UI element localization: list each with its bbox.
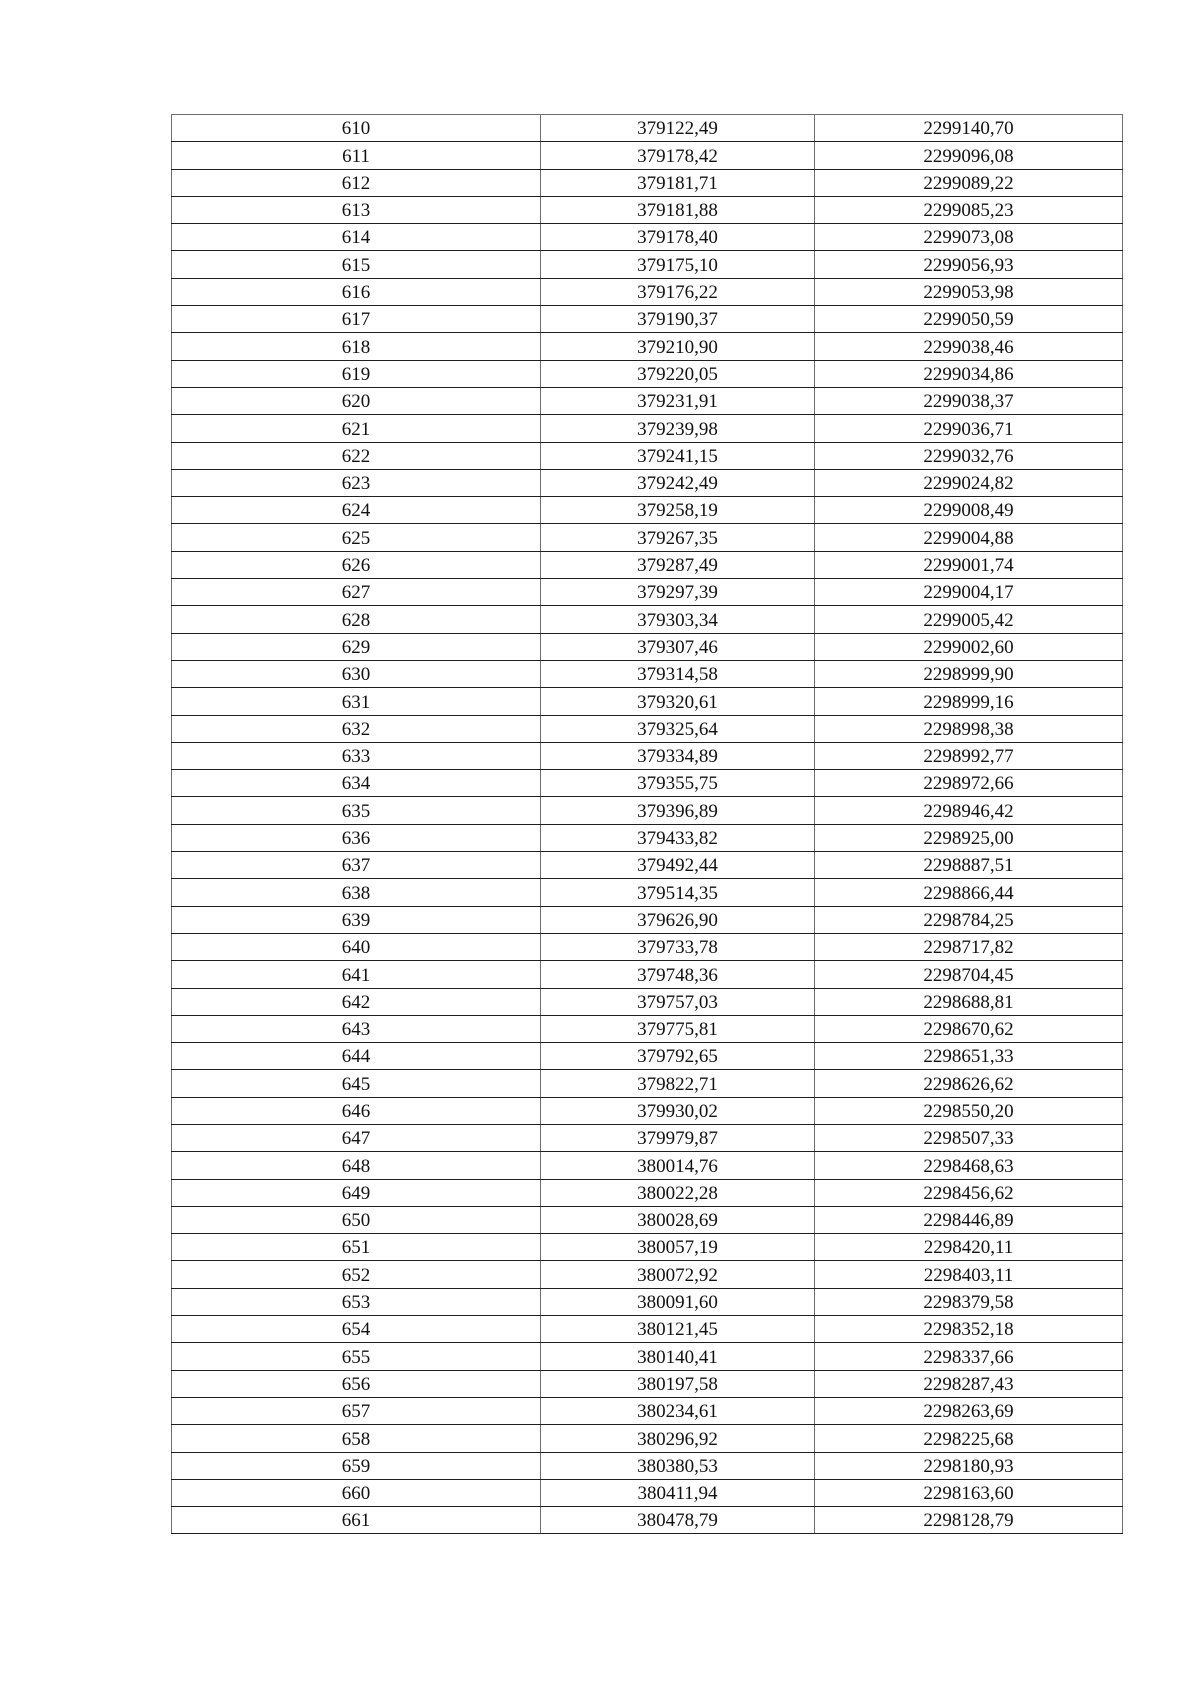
point-number-cell: 626 <box>172 551 541 578</box>
y-coordinate-cell: 2298688,81 <box>815 988 1123 1015</box>
x-coordinate-cell: 379355,75 <box>541 770 815 797</box>
y-coordinate-cell: 2299036,71 <box>815 415 1123 442</box>
point-number-cell: 648 <box>172 1152 541 1179</box>
y-coordinate-cell: 2298992,77 <box>815 742 1123 769</box>
point-number-cell: 660 <box>172 1479 541 1506</box>
table-row <box>172 1288 1123 1315</box>
table-row <box>172 360 1123 387</box>
x-coordinate-cell: 380028,69 <box>541 1206 815 1233</box>
table-row <box>172 497 1123 524</box>
x-coordinate-cell: 379178,42 <box>541 142 815 169</box>
table-row <box>172 879 1123 906</box>
point-number-cell: 637 <box>172 852 541 879</box>
x-coordinate-cell: 379314,58 <box>541 660 815 687</box>
table-row <box>172 988 1123 1015</box>
point-number-cell: 638 <box>172 879 541 906</box>
table-row <box>172 196 1123 223</box>
x-coordinate-cell: 379433,82 <box>541 824 815 851</box>
y-coordinate-cell: 2298550,20 <box>815 1097 1123 1124</box>
table-row <box>172 224 1123 251</box>
y-coordinate-cell: 2298998,38 <box>815 715 1123 742</box>
x-coordinate-cell: 379287,49 <box>541 551 815 578</box>
point-number-cell: 652 <box>172 1261 541 1288</box>
point-number-cell: 620 <box>172 387 541 414</box>
table-row <box>172 142 1123 169</box>
x-coordinate-cell: 379242,49 <box>541 469 815 496</box>
point-number-cell: 634 <box>172 770 541 797</box>
point-number-cell: 640 <box>172 933 541 960</box>
point-number-cell: 642 <box>172 988 541 1015</box>
coordinates-table-body <box>172 115 1123 1534</box>
y-coordinate-cell: 2298507,33 <box>815 1124 1123 1151</box>
point-number-cell: 661 <box>172 1507 541 1534</box>
x-coordinate-cell: 380478,79 <box>541 1507 815 1534</box>
x-coordinate-cell: 380014,76 <box>541 1152 815 1179</box>
x-coordinate-cell: 379757,03 <box>541 988 815 1015</box>
x-coordinate-cell: 379190,37 <box>541 306 815 333</box>
x-coordinate-cell: 379267,35 <box>541 524 815 551</box>
table-row <box>172 1507 1123 1534</box>
table-row <box>172 306 1123 333</box>
y-coordinate-cell: 2298626,62 <box>815 1070 1123 1097</box>
x-coordinate-cell: 379325,64 <box>541 715 815 742</box>
point-number-cell: 645 <box>172 1070 541 1097</box>
point-number-cell: 651 <box>172 1234 541 1261</box>
point-number-cell: 653 <box>172 1288 541 1315</box>
x-coordinate-cell: 380197,58 <box>541 1370 815 1397</box>
x-coordinate-cell: 379396,89 <box>541 797 815 824</box>
table-row <box>172 1179 1123 1206</box>
x-coordinate-cell: 379241,15 <box>541 442 815 469</box>
table-row <box>172 633 1123 660</box>
table-row <box>172 278 1123 305</box>
table-row <box>172 387 1123 414</box>
x-coordinate-cell: 379176,22 <box>541 278 815 305</box>
point-number-cell: 636 <box>172 824 541 851</box>
y-coordinate-cell: 2299053,98 <box>815 278 1123 305</box>
table-row <box>172 660 1123 687</box>
point-number-cell: 616 <box>172 278 541 305</box>
y-coordinate-cell: 2299073,08 <box>815 224 1123 251</box>
x-coordinate-cell: 379320,61 <box>541 688 815 715</box>
x-coordinate-cell: 379514,35 <box>541 879 815 906</box>
table-row <box>172 1124 1123 1151</box>
point-number-cell: 658 <box>172 1425 541 1452</box>
table-row <box>172 169 1123 196</box>
point-number-cell: 659 <box>172 1452 541 1479</box>
table-row <box>172 442 1123 469</box>
x-coordinate-cell: 380296,92 <box>541 1425 815 1452</box>
point-number-cell: 613 <box>172 196 541 223</box>
table-row <box>172 797 1123 824</box>
point-number-cell: 650 <box>172 1206 541 1233</box>
x-coordinate-cell: 380234,61 <box>541 1397 815 1424</box>
point-number-cell: 656 <box>172 1370 541 1397</box>
point-number-cell: 617 <box>172 306 541 333</box>
table-row <box>172 469 1123 496</box>
x-coordinate-cell: 379775,81 <box>541 1015 815 1042</box>
y-coordinate-cell: 2299024,82 <box>815 469 1123 496</box>
point-number-cell: 612 <box>172 169 541 196</box>
y-coordinate-cell: 2299038,37 <box>815 387 1123 414</box>
y-coordinate-cell: 2298866,44 <box>815 879 1123 906</box>
x-coordinate-cell: 380057,19 <box>541 1234 815 1261</box>
x-coordinate-cell: 379231,91 <box>541 387 815 414</box>
x-coordinate-cell: 379239,98 <box>541 415 815 442</box>
y-coordinate-cell: 2298287,43 <box>815 1370 1123 1397</box>
table-row <box>172 333 1123 360</box>
x-coordinate-cell: 379181,71 <box>541 169 815 196</box>
table-row <box>172 1479 1123 1506</box>
y-coordinate-cell: 2298946,42 <box>815 797 1123 824</box>
point-number-cell: 631 <box>172 688 541 715</box>
table-row <box>172 1152 1123 1179</box>
point-number-cell: 629 <box>172 633 541 660</box>
y-coordinate-cell: 2299005,42 <box>815 606 1123 633</box>
table-row <box>172 551 1123 578</box>
point-number-cell: 633 <box>172 742 541 769</box>
point-number-cell: 625 <box>172 524 541 551</box>
y-coordinate-cell: 2298999,16 <box>815 688 1123 715</box>
table-row <box>172 1370 1123 1397</box>
x-coordinate-cell: 380091,60 <box>541 1288 815 1315</box>
x-coordinate-cell: 379492,44 <box>541 852 815 879</box>
point-number-cell: 610 <box>172 115 541 142</box>
y-coordinate-cell: 2298670,62 <box>815 1015 1123 1042</box>
y-coordinate-cell: 2299004,88 <box>815 524 1123 551</box>
point-number-cell: 641 <box>172 961 541 988</box>
y-coordinate-cell: 2299085,23 <box>815 196 1123 223</box>
x-coordinate-cell: 380121,45 <box>541 1316 815 1343</box>
x-coordinate-cell: 379297,39 <box>541 579 815 606</box>
x-coordinate-cell: 379178,40 <box>541 224 815 251</box>
point-number-cell: 655 <box>172 1343 541 1370</box>
y-coordinate-cell: 2299050,59 <box>815 306 1123 333</box>
point-number-cell: 639 <box>172 906 541 933</box>
table-row <box>172 1070 1123 1097</box>
y-coordinate-cell: 2298717,82 <box>815 933 1123 960</box>
point-number-cell: 618 <box>172 333 541 360</box>
point-number-cell: 654 <box>172 1316 541 1343</box>
point-number-cell: 621 <box>172 415 541 442</box>
x-coordinate-cell: 380411,94 <box>541 1479 815 1506</box>
y-coordinate-cell: 2298468,63 <box>815 1152 1123 1179</box>
x-coordinate-cell: 379930,02 <box>541 1097 815 1124</box>
y-coordinate-cell: 2298128,79 <box>815 1507 1123 1534</box>
table-row <box>172 742 1123 769</box>
y-coordinate-cell: 2298446,89 <box>815 1206 1123 1233</box>
y-coordinate-cell: 2298263,69 <box>815 1397 1123 1424</box>
x-coordinate-cell: 379334,89 <box>541 742 815 769</box>
x-coordinate-cell: 379258,19 <box>541 497 815 524</box>
x-coordinate-cell: 379792,65 <box>541 1043 815 1070</box>
x-coordinate-cell: 379303,34 <box>541 606 815 633</box>
y-coordinate-cell: 2299034,86 <box>815 360 1123 387</box>
point-number-cell: 647 <box>172 1124 541 1151</box>
x-coordinate-cell: 379181,88 <box>541 196 815 223</box>
x-coordinate-cell: 379210,90 <box>541 333 815 360</box>
table-row <box>172 415 1123 442</box>
y-coordinate-cell: 2298403,11 <box>815 1261 1123 1288</box>
x-coordinate-cell: 379220,05 <box>541 360 815 387</box>
table-row <box>172 1234 1123 1261</box>
y-coordinate-cell: 2298651,33 <box>815 1043 1123 1070</box>
table-row <box>172 579 1123 606</box>
point-number-cell: 623 <box>172 469 541 496</box>
y-coordinate-cell: 2298887,51 <box>815 852 1123 879</box>
table-row <box>172 524 1123 551</box>
point-number-cell: 657 <box>172 1397 541 1424</box>
table-row <box>172 1343 1123 1370</box>
y-coordinate-cell: 2299002,60 <box>815 633 1123 660</box>
x-coordinate-cell: 379979,87 <box>541 1124 815 1151</box>
y-coordinate-cell: 2298999,90 <box>815 660 1123 687</box>
y-coordinate-cell: 2299140,70 <box>815 115 1123 142</box>
y-coordinate-cell: 2298379,58 <box>815 1288 1123 1315</box>
table-row <box>172 606 1123 633</box>
y-coordinate-cell: 2299096,08 <box>815 142 1123 169</box>
table-row <box>172 1316 1123 1343</box>
coordinates-table <box>171 114 1123 1534</box>
x-coordinate-cell: 380072,92 <box>541 1261 815 1288</box>
x-coordinate-cell: 379307,46 <box>541 633 815 660</box>
point-number-cell: 632 <box>172 715 541 742</box>
table-row <box>172 1043 1123 1070</box>
table-row <box>172 1425 1123 1452</box>
y-coordinate-cell: 2298784,25 <box>815 906 1123 933</box>
point-number-cell: 619 <box>172 360 541 387</box>
point-number-cell: 624 <box>172 497 541 524</box>
x-coordinate-cell: 379822,71 <box>541 1070 815 1097</box>
y-coordinate-cell: 2298704,45 <box>815 961 1123 988</box>
table-row <box>172 906 1123 933</box>
table-row <box>172 715 1123 742</box>
y-coordinate-cell: 2299004,17 <box>815 579 1123 606</box>
y-coordinate-cell: 2299056,93 <box>815 251 1123 278</box>
y-coordinate-cell: 2298180,93 <box>815 1452 1123 1479</box>
point-number-cell: 643 <box>172 1015 541 1042</box>
point-number-cell: 611 <box>172 142 541 169</box>
table-row <box>172 1015 1123 1042</box>
x-coordinate-cell: 379626,90 <box>541 906 815 933</box>
table-row <box>172 1261 1123 1288</box>
point-number-cell: 628 <box>172 606 541 633</box>
point-number-cell: 644 <box>172 1043 541 1070</box>
point-number-cell: 635 <box>172 797 541 824</box>
table-row <box>172 688 1123 715</box>
x-coordinate-cell: 379175,10 <box>541 251 815 278</box>
x-coordinate-cell: 379733,78 <box>541 933 815 960</box>
y-coordinate-cell: 2298456,62 <box>815 1179 1123 1206</box>
point-number-cell: 614 <box>172 224 541 251</box>
point-number-cell: 646 <box>172 1097 541 1124</box>
table-row <box>172 115 1123 142</box>
table-row <box>172 1452 1123 1479</box>
point-number-cell: 627 <box>172 579 541 606</box>
y-coordinate-cell: 2299038,46 <box>815 333 1123 360</box>
x-coordinate-cell: 380140,41 <box>541 1343 815 1370</box>
y-coordinate-cell: 2299032,76 <box>815 442 1123 469</box>
table-row <box>172 770 1123 797</box>
x-coordinate-cell: 380022,28 <box>541 1179 815 1206</box>
table-row <box>172 251 1123 278</box>
table-row <box>172 933 1123 960</box>
table-row <box>172 852 1123 879</box>
y-coordinate-cell: 2299001,74 <box>815 551 1123 578</box>
table-row <box>172 961 1123 988</box>
x-coordinate-cell: 380380,53 <box>541 1452 815 1479</box>
y-coordinate-cell: 2298225,68 <box>815 1425 1123 1452</box>
y-coordinate-cell: 2298420,11 <box>815 1234 1123 1261</box>
y-coordinate-cell: 2298163,60 <box>815 1479 1123 1506</box>
point-number-cell: 630 <box>172 660 541 687</box>
y-coordinate-cell: 2299089,22 <box>815 169 1123 196</box>
x-coordinate-cell: 379122,49 <box>541 115 815 142</box>
table-row <box>172 1397 1123 1424</box>
y-coordinate-cell: 2298972,66 <box>815 770 1123 797</box>
y-coordinate-cell: 2298925,00 <box>815 824 1123 851</box>
y-coordinate-cell: 2298337,66 <box>815 1343 1123 1370</box>
point-number-cell: 622 <box>172 442 541 469</box>
y-coordinate-cell: 2298352,18 <box>815 1316 1123 1343</box>
y-coordinate-cell: 2299008,49 <box>815 497 1123 524</box>
point-number-cell: 649 <box>172 1179 541 1206</box>
table-row <box>172 1097 1123 1124</box>
table-row <box>172 1206 1123 1233</box>
table-row <box>172 824 1123 851</box>
x-coordinate-cell: 379748,36 <box>541 961 815 988</box>
point-number-cell: 615 <box>172 251 541 278</box>
